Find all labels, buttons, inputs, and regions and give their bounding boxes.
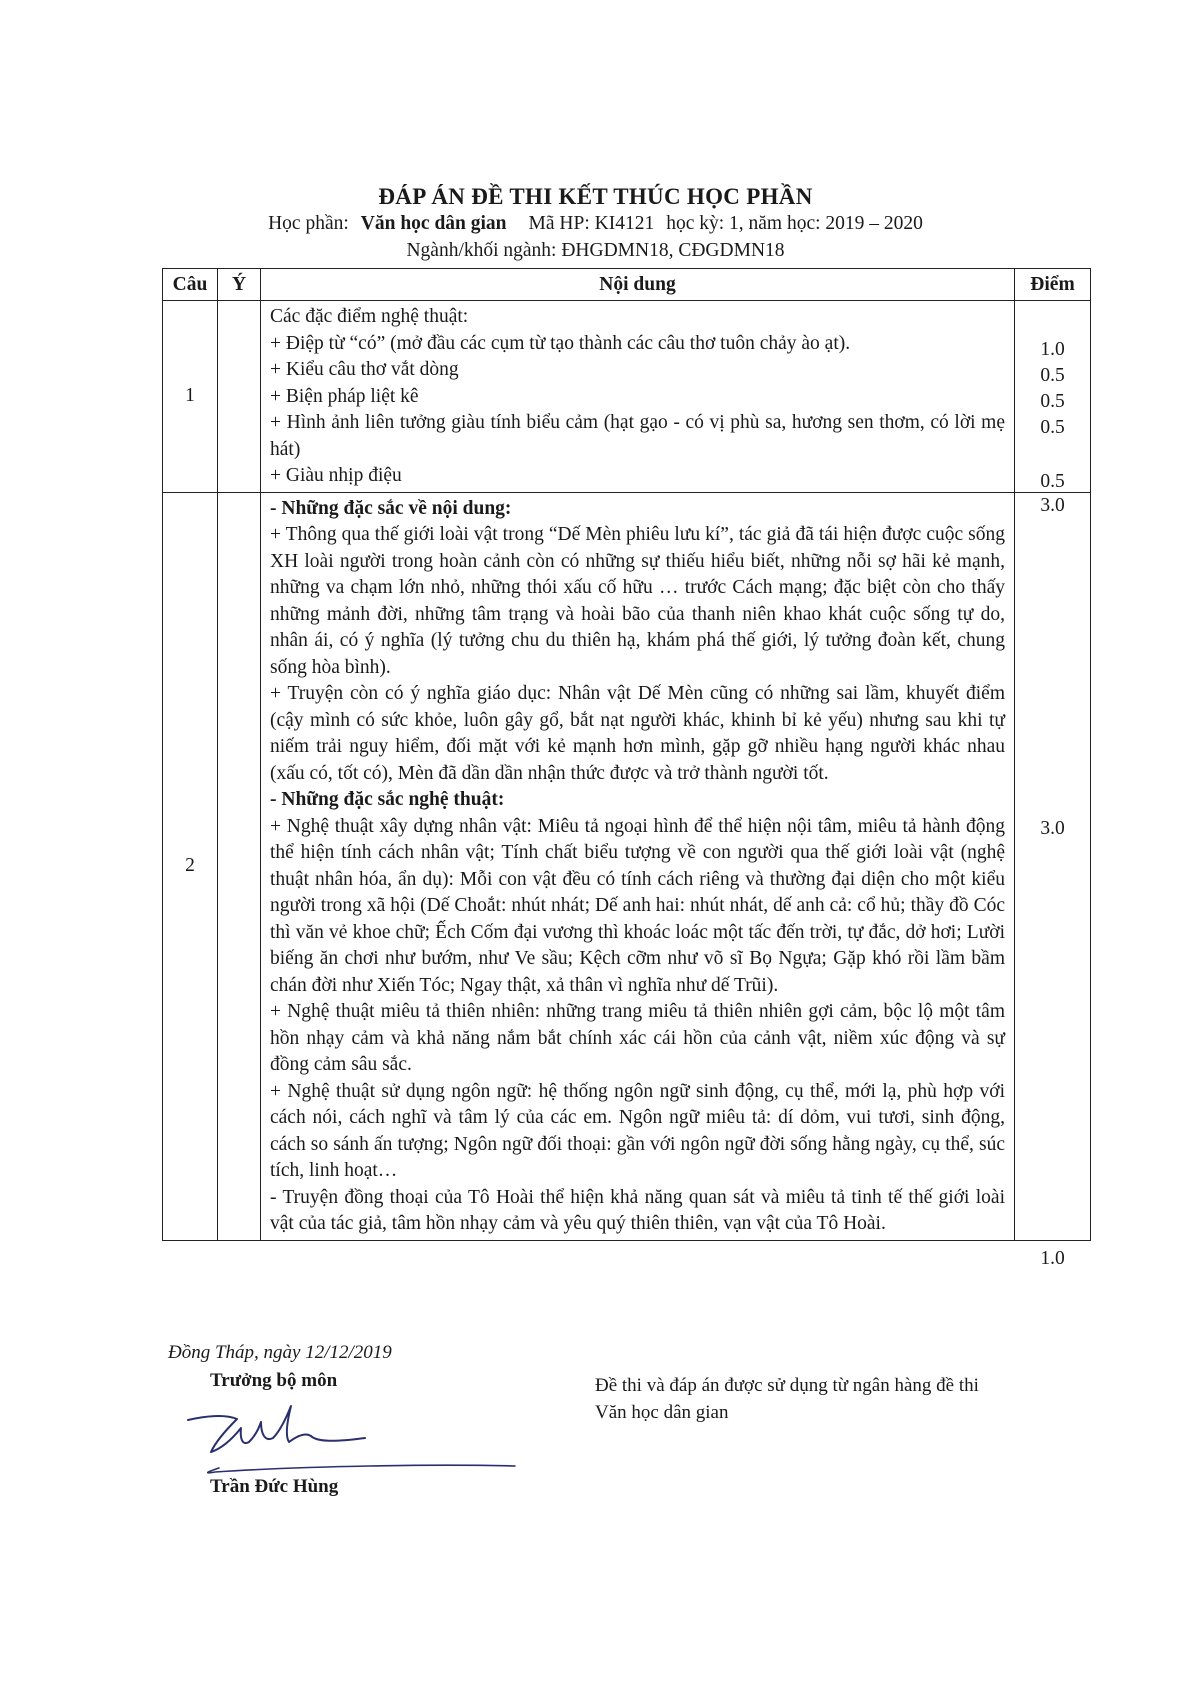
score: 1.0 [1040,1247,1065,1269]
score: 0.5 [1040,417,1065,438]
q1-line: + Điệp từ “có” (mở đầu các cụm từ tạo thành các câu thơ tuôn chảy ào ạt). [270,332,851,354]
source-note-line: Đề thi và đáp án được sử dụng từ ngân hàng đề thi [595,1375,979,1396]
question-2-content [261,492,1015,1240]
source-note [595,1372,979,1426]
q1-line: Các đặc điểm nghệ thuật: [270,306,469,327]
document-title: ĐÁP ÁN ĐỀ THI KẾT THÚC HỌC PHẦN [378,184,813,209]
q1-line: + Hình ảnh liên tưởng giàu tính biểu cảm (hạt gạo - có vị phù sa, hương sen thơm, có lời mẹ hát) [270,412,1005,460]
q1-line: + Kiểu câu thơ vắt dòng [270,359,459,380]
header-cau: Câu [163,269,218,301]
question-number: 2 [163,492,218,1240]
table-header-row [163,269,1091,301]
course-info-line [0,213,1191,235]
source-note-line: Văn học dân gian [595,1402,729,1423]
header-diem: Điểm [1015,269,1091,301]
course-term: học kỳ: 1, năm học: 2019 – 2020 [666,213,923,234]
course-code: Mã HP: KI4121 [528,213,655,234]
art-heading: - Những đặc sắc nghệ thuật: [270,789,505,810]
question-1-row [163,301,1091,493]
question-sub-cell [218,301,261,493]
signing-date: Đồng Tháp, ngày 12/12/2019 [168,1342,392,1363]
signature-stroke [188,1406,365,1452]
score: 3.0 [1040,817,1065,839]
question-1-scores [1015,301,1091,493]
q1-line: + Biện pháp liệt kê [270,385,419,407]
course-name: Văn học dân gian [360,213,507,234]
signer-name: Trần Đức Hùng [210,1476,339,1497]
answer-table [162,268,1091,1269]
question-2-scores [1015,492,1091,1269]
art-paragraph: + Nghệ thuật miêu tả thiên nhiên: những trang miêu tả thiên nhiên gợi cảm, bộc lộ một tâm hồn nhạy cảm và khả năng nắm bắt chính xác cái hồn của cảnh vật, niềm xúc động và sự đồng cảm sâu sắc. [270,1001,1005,1075]
score: 0.5 [1040,391,1065,412]
signer-role: Trưởng bộ môn [210,1370,338,1391]
content-paragraph: + Thông qua thế giới loài vật trong “Dế Mèn phiêu lưu kí”, tác giả đã tái hiện được cuộc sống XH loài người trong hoàn cảnh còn có những sự thiếu hiểu biết, những nỗi sợ hãi kẻ mạnh, những va chạm lớn nhỏ, những thói xấu cố hữu … trước Cách mạng; đặc biệt còn cho thấy những mảnh đời, những tâm trạng và hoài bão của thanh niên khao khát cuộc sống tự do, nhân ái, có ý nghĩa (lý tưởng chu du thiên hạ, khám phá thế giới, lý tưởng đoàn kết, chung sống hòa bình). [270,524,1005,678]
conclusion-paragraph: - Truyện đồng thoại của Tô Hoài thể hiện khả năng quan sát và miêu tả tinh tế thế giới loài vật của tác giả, tâm hồn nhạy cảm và yêu quý thiên thiên, vạn vật của Tô Hoài. [270,1186,1005,1234]
content-heading: - Những đặc sắc về nội dung: [270,497,512,519]
question-2-row [163,492,1091,1240]
question-sub-cell [218,492,261,1240]
header-y: Ý [218,269,261,301]
q1-line: + Giàu nhịp điệu [270,465,402,486]
score: 0.5 [1040,365,1065,386]
question-number: 1 [163,301,218,493]
score: 3.0 [1040,494,1065,516]
signature-underline [208,1465,515,1473]
art-paragraph: + Nghệ thuật sử dụng ngôn ngữ: hệ thống ngôn ngữ sinh động, cụ thể, mới lạ, phù hợp với cách nói, cách nghĩ và tâm lý của các em. Ngôn ngữ miêu tả: dí dỏm, vui tươi, sinh động, cách so sánh ấn tượng; Ngôn ngữ đối thoại: gần với ngôn ngữ đời sống hằng ngày, cụ thể, súc tích, linh hoạt… [270,1080,1005,1181]
question-1-content [261,301,1015,493]
content-paragraph: + Truyện còn có ý nghĩa giáo dục: Nhân vật Dế Mèn cũng có những sai lầm, khuyết điểm (cậy mình có sức khỏe, luôn gây gổ, bắt nạt người khác, khinh bỉ kẻ yếu) nhưng sau khi tự niếm trải nguy hiểm, đối mặt với kẻ mạnh hơn mình, gặp gỡ nhiều hạng người khác nhau (xấu có, tốt có), Mèn đã dần dần nhận thức được và trở thành người tốt. [270,683,1005,784]
art-paragraph: + Nghệ thuật xây dựng nhân vật: Miêu tả ngoại hình để thể hiện nội tâm, miêu tả hành động thể hiện tính cách nhân vật; Tính chất biểu tượng về con người qua thế giới loài vật (nghệ thuật nhân hóa, ẩn dụ): Mỗi con vật đều có tính cách riêng và thường đại diện cho một kiểu người trong xã hội (Dế Choắt: nhút nhát; Dế anh hai: nhút nhát, dế anh cả: cổ hủ; thầy đồ Cóc thì văn vẻ khoe chữ; Ếch Cốm đại vương thì khoác loác một tấc đến trời, tự đắc, dở hơi; Lười biếng ăn chơi như bướm, như Ve sầu; Kệch cỡm như võ sĩ Bọ Ngựa; Gặp khó rồi lầm bầm chán đời như Xiến Tóc; Ngay thật, xả thân vì nghĩa như dế Trũi). [270,815,1005,996]
handwritten-signature [185,1398,525,1478]
course-label: Học phần: [268,213,349,234]
program-line: Ngành/khối ngành: ĐHGDMN18, CĐGDMN18 [406,240,785,261]
header-noi-dung: Nội dung [261,269,1015,301]
score: 1.0 [1040,339,1065,360]
score: 0.5 [1040,471,1065,492]
